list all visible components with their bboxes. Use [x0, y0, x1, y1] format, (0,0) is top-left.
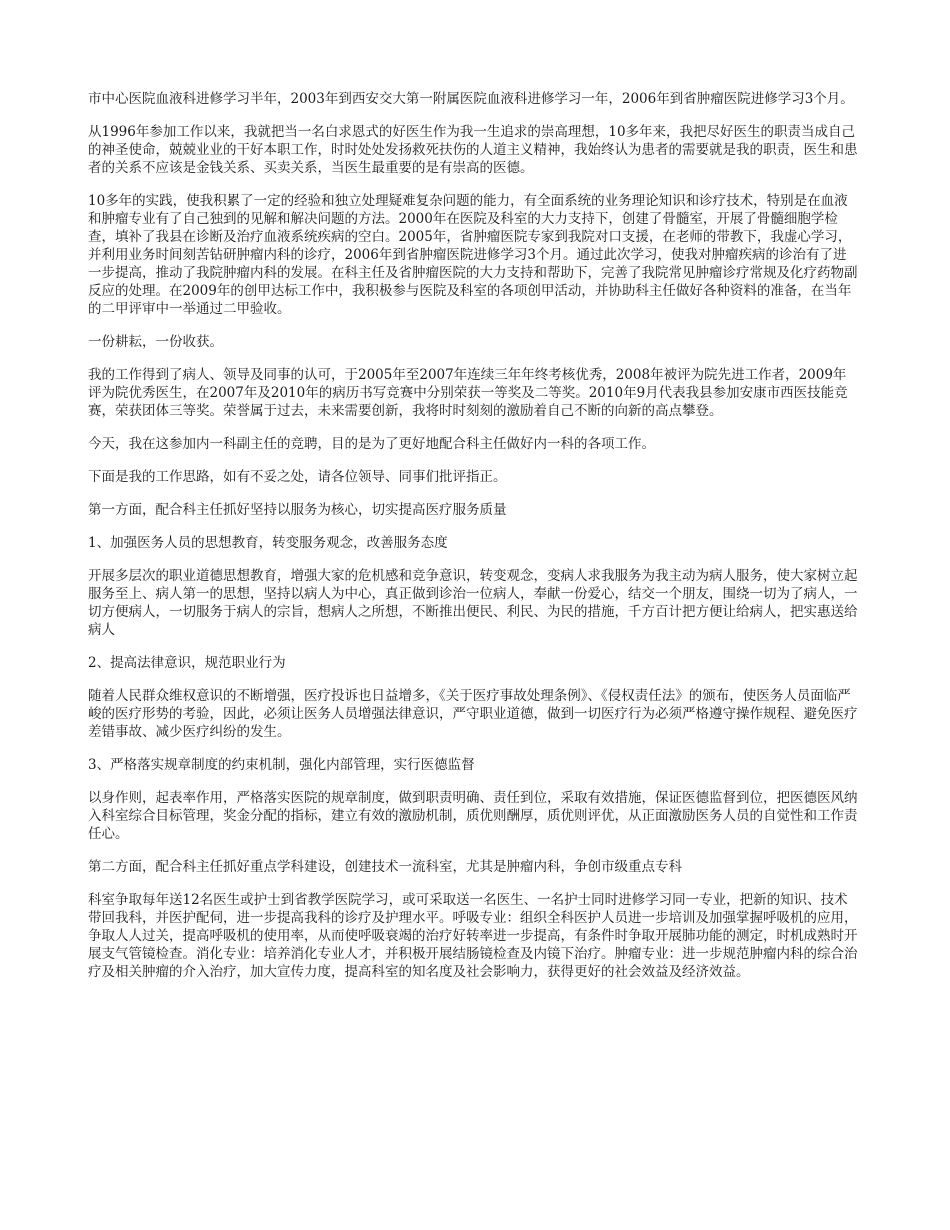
subsection-heading: 2、提高法律意识，规范职业行为	[88, 655, 286, 671]
document-body	[88, 90, 858, 996]
paragraph: 以身作则，起表率作用，严格落实医院的规章制度，做到职责明确、责任到位，采取有效措施，保证医德监督到位，把医德医风纳入科室综合目标管理，奖金分配的指标，建立有效的激励机制，质优则酬厚，质优则评优，从正面激励医务人员的自觉性和工作责任心。	[88, 790, 858, 842]
paragraph: 一份耕耘，一份收获。	[88, 334, 223, 350]
subsection-heading: 3、严格落实规章制度的约束机制，强化内部管理，实行医德监督	[88, 757, 475, 773]
paragraph: 开展多层次的职业道德思想教育，增强大家的危机感和竞争意识，转变观念，变病人求我服务为我主动为病人服务，使大家树立起服务至上、病人第一的思想，坚持以病人为中心，真正做到诊治一位病人，奉献一份爱心，结交一个朋友，围绕一切为了病人，一切方便病人，一切服务于病人的宗旨，想病人之所想，不断推出便民、利民、为民的措施，千方百计把方便让给病人，把实惠送给病人	[88, 568, 858, 638]
paragraph: 今天，我在这参加内一科副主任的竞聘，目的是为了更好地配合科主任做好内一科的各项工作。	[88, 436, 655, 452]
section-heading: 第一方面，配合科主任抓好坚持以服务为核心，切实提高医疗服务质量	[88, 502, 507, 518]
paragraph: 从1996年参加工作以来，我就把当一名白求恩式的好医生作为我一生追求的崇高理想，10多年来，我把尽好医生的职责当成自己的神圣使命，兢兢业业的干好本职工作，时时处处发扬救死扶伤的人道主义精神，我始终认为患者的需要就是我的职责，医生和患者的关系不应该是金钱关系、买卖关系，当医生最重要的是有崇高的医德。	[88, 124, 858, 176]
paragraph: 科室争取每年送12名医生或护士到省教学医院学习，或可采取送一名医生、一名护士同时进修学习同一专业，把新的知识、技术带回我科，并医护配伺，进一步提高我科的诊疗及护理水平。呼吸专业：组织全科医护人员进一步培训及加强掌握呼吸机的应用，争取人人过关，提高呼吸机的使用率，从而使呼吸衰竭的治疗好转率进一步提高，有条件时争取开展肺功能的测定，时机成熟时开展支气管镜检查。消化专业：培养消化专业人才，并积极开展结肠镜检查及内镜下治疗。肿瘤专业：进一步规范肿瘤内科的综合治疗及相关肿瘤的介入治疗，加大宣传力度，提高科室的知名度及社会影响力，获得更好的社会效益及经济效益。	[88, 892, 858, 980]
subsection-heading: 1、加强医务人员的思想教育，转变服务观念，改善服务态度	[88, 535, 448, 551]
paragraph: 我的工作得到了病人、领导及同事的认可，于2005年至2007年连续三年年终考核优秀，2008年被评为院先进工作者，2009年评为院优秀医生，在2007年及2010年的病历书写竞赛中分别荣获一等奖及二等奖。2010年9月代表我县参加安康市西医技能竞赛，荣获团体三等奖。荣誉属于过去，未来需要创新，我将时时刻刻的激励着自己不断的向新的高点攀登。	[88, 367, 848, 419]
paragraph: 随着人民群众维权意识的不断增强，医疗投诉也日益增多，《关于医疗事故处理条例》、《侵权责任法》的颁布，使医务人员面临严峻的医疗形势的考验，因此，必须让医务人员增强法律意识，严守职业道德，做到一切医疗行为必须严格遵守操作规程、避免医疗差错事故、减少医疗纠纷的发生。	[88, 688, 858, 740]
paragraph: 市中心医院血液科进修学习半年，2003年到西安交大第一附属医院血液科进修学习一年，2006年到省肿瘤医院进修学习3个月。	[88, 91, 854, 107]
paragraph: 10多年的实践，使我积累了一定的经验和独立处理疑难复杂问题的能力，有全面系统的业务理论知识和诊疗技术，特别是在血液和肿瘤专业有了自己独到的见解和解决问题的方法。2000年在医院及科室的大力支持下，创建了骨髓室，开展了骨髓细胞学检查，填补了我县在诊断及治疗血液系统疾病的空白。2005年，省肿瘤医院专家到我院对口支援，在老师的带教下，我虚心学习，并利用业务时间刻苦钻研肿瘤内科的诊疗，2006年到省肿瘤医院进修学习3个月。通过此次学习，使我对肿瘤疾病的诊治有了进一步提高，推动了我院肿瘤内科的发展。在科主任及省肿瘤医院的大力支持和帮助下，完善了我院常见肿瘤诊疗常规及化疗药物副反应的处理。在2009年的创甲达标工作中，我积极参与医院及科室的各项创甲活动，并协助科主任做好各种资料的准备，在当年的二甲评审中一举通过二甲验收。	[88, 193, 858, 317]
section-heading: 第二方面，配合科主任抓好重点学科建设，创建技术一流科室，尤其是肿瘤内科，争创市级重点专科	[88, 859, 682, 875]
paragraph: 下面是我的工作思路，如有不妥之处，请各位领导、同事们批评指正。	[88, 469, 507, 485]
